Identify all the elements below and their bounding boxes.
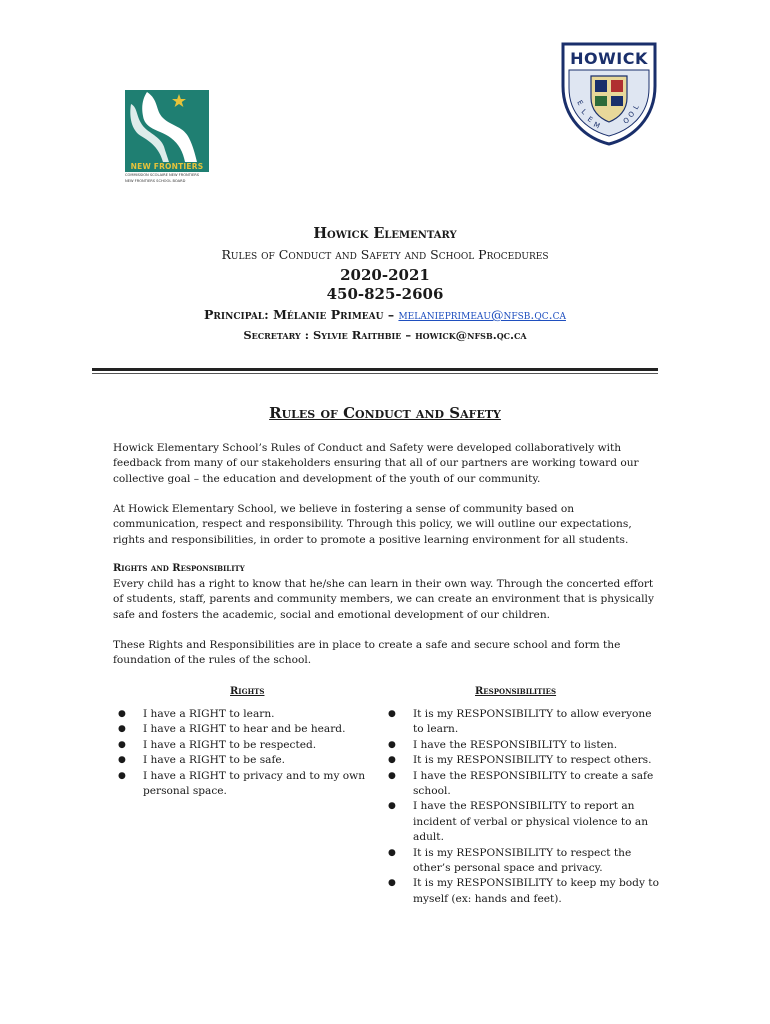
new-frontiers-logo xyxy=(125,90,210,184)
svg-text:M: M xyxy=(592,120,602,131)
list-item xyxy=(385,799,660,845)
new-frontiers-emblem xyxy=(125,90,209,162)
svg-text:L: L xyxy=(579,107,589,117)
bullet-icon: ● xyxy=(388,847,396,858)
list-item xyxy=(385,769,660,800)
list-item xyxy=(385,707,660,738)
section-title: Rules of Conduct and Safety xyxy=(269,404,501,422)
secretary-line: Secretary : Sylvie Raithbie – howick@nfsb.qc.ca xyxy=(243,328,527,342)
howick-logo xyxy=(559,40,659,146)
foundation-paragraph: These Rights and Responsibilities are in place to create a safe and secure school and form the foundation of the rules of the school. xyxy=(113,639,621,667)
header-divider xyxy=(92,368,658,371)
document-subtitle: Rules of Conduct and Safety and School Procedures xyxy=(221,247,549,262)
rights-subheading: Rights and Responsibility xyxy=(113,563,245,574)
bullet-icon: ● xyxy=(388,878,396,889)
list-item xyxy=(385,753,660,768)
svg-text:E: E xyxy=(575,99,585,107)
bullet-icon: ● xyxy=(118,755,126,766)
bullet-icon: ● xyxy=(118,709,126,719)
howick-logo-title: HOWICK xyxy=(570,49,648,68)
intro-paragraph: Howick Elementary School’s Rules of Conduct and Safety were developed collaboratively with feedback from many of our stakeholders ensuring that all of our partners are working toward our collective goal – the education and development of the youth of our community. xyxy=(113,442,639,485)
svg-text:E: E xyxy=(585,115,595,125)
list-item xyxy=(115,722,375,737)
principal-email-link[interactable]: melanieprimeau@nfsb.qc.ca xyxy=(398,307,566,322)
responsibility-item-text: It is my RESPONSIBILITY to allow everyone to learn. xyxy=(413,708,652,736)
list-item xyxy=(385,738,660,753)
rights-item-text: I have a RIGHT to privacy and to my own personal space. xyxy=(143,769,366,798)
phone-number: 450-825-2606 xyxy=(326,285,444,303)
new-frontiers-wordmark: NEW FRONTIERS xyxy=(125,162,209,172)
rights-paragraph: Every child has a right to know that he/she can learn in their own way. Through the concerted effort of students, staff, parents and community members, we can create an environment that is physically safe and fosters the academic, social and emotional development of our children. xyxy=(113,578,654,621)
header-divider-thin xyxy=(92,373,658,374)
responsibility-item-text: It is my RESPONSIBILITY to respect the other’s personal space and privacy. xyxy=(413,846,632,875)
principal-line xyxy=(0,307,770,322)
bullet-icon: ● xyxy=(118,770,126,781)
svg-text:O: O xyxy=(626,109,637,120)
rights-list xyxy=(115,707,375,799)
new-frontiers-subtitle-fr: COMMISSION SCOLAIRE NEW FRONTIERS xyxy=(125,173,200,177)
rights-heading: Rights xyxy=(230,686,265,697)
list-item xyxy=(115,753,375,768)
list-item xyxy=(115,738,375,753)
list-item xyxy=(385,846,660,877)
community-paragraph: At Howick Elementary School, we believe in fostering a sense of community based on communication, respect and responsibility. Through this policy, we will outline our expectations, rights and responsibilities, in order to promote a positive learning environment for all students. xyxy=(113,503,632,546)
responsibility-item-text: It is my RESPONSIBILITY to respect others. xyxy=(413,754,652,767)
bullet-icon: ● xyxy=(388,709,396,719)
responsibilities-list xyxy=(385,707,660,907)
svg-text:O: O xyxy=(622,116,631,126)
responsibility-item-text: I have the RESPONSIBILITY to listen. xyxy=(413,738,618,751)
principal-label: Principal: Mélanie Primeau – xyxy=(204,307,399,322)
bullet-icon: ● xyxy=(388,739,396,750)
rights-item-text: I have a RIGHT to be respected. xyxy=(143,738,317,751)
list-item xyxy=(115,769,375,800)
new-frontiers-subtitle-en: NEW FRONTIERS SCHOOL BOARD xyxy=(125,179,186,183)
bullet-icon: ● xyxy=(118,724,126,735)
rights-item-text: I have a RIGHT to be safe. xyxy=(143,754,286,767)
responsibility-item-text: I have the RESPONSIBILITY to create a safe school. xyxy=(413,769,654,798)
list-item xyxy=(385,876,660,907)
bullet-icon: ● xyxy=(388,755,396,766)
list-item xyxy=(115,707,375,722)
responsibility-item-text: It is my RESPONSIBILITY to keep my body to myself (ex: hands and feet). xyxy=(413,877,659,905)
school-name: Howick Elementary xyxy=(313,225,457,242)
bullet-icon: ● xyxy=(388,770,396,781)
responsibilities-heading: Responsibilities xyxy=(475,686,557,697)
bullet-icon: ● xyxy=(388,801,396,812)
bullet-icon: ● xyxy=(118,739,126,750)
rights-item-text: I have a RIGHT to learn. xyxy=(143,708,275,720)
rights-item-text: I have a RIGHT to hear and be heard. xyxy=(143,723,346,736)
responsibility-item-text: I have the RESPONSIBILITY to report an incident of verbal or physical violence to an adult. xyxy=(413,800,649,844)
svg-text:L: L xyxy=(631,103,641,111)
school-year: 2020-2021 xyxy=(340,266,430,284)
